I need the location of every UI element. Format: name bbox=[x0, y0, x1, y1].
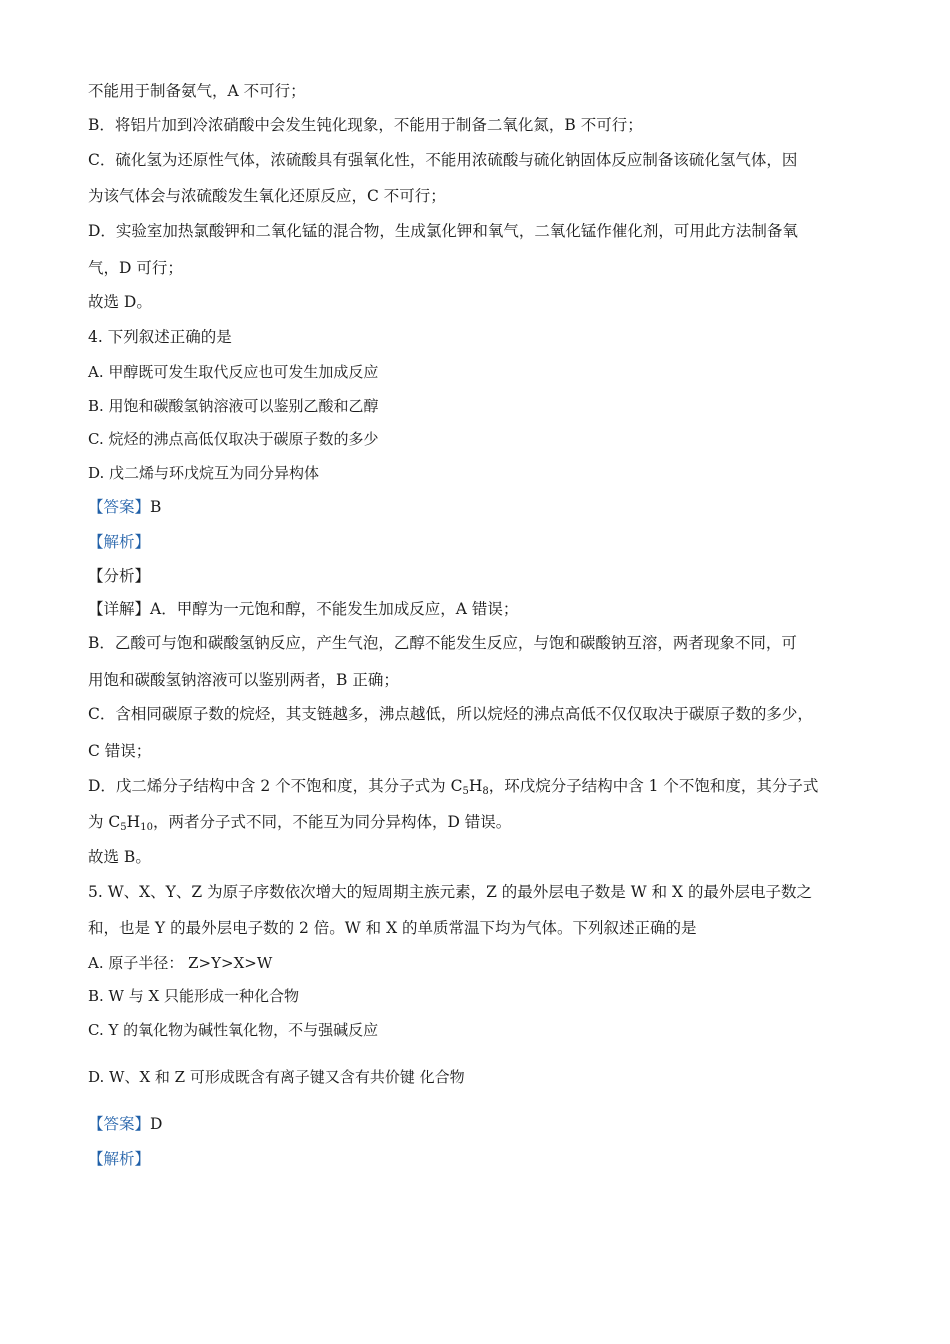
text-run: H bbox=[468, 777, 483, 795]
text-run: H bbox=[126, 813, 141, 831]
formula-line bbox=[88, 776, 818, 796]
text-run: D．戊二烯分子结构中含 2 个不饱和度，其分子式为 C bbox=[88, 777, 463, 795]
answer-tag: 【答案】 bbox=[88, 1115, 151, 1133]
fenxi-tag: 【分析】 bbox=[88, 567, 151, 585]
question-4-option-d: D. 戊二烯与环戊烷互为同分异构体 bbox=[88, 464, 320, 482]
question-4-option-c: C. 烷烃的沸点高低仅取决于碳原子数的多少 bbox=[88, 430, 379, 448]
text-line: 不能用于制备氨气，A 不可行； bbox=[88, 82, 306, 100]
text-run: ，两者分子式不同，不能互为同分异构体，D 错误。 bbox=[152, 813, 512, 831]
text-run: 为 C bbox=[88, 813, 121, 831]
text-line: D．实验室加热氯酸钾和二氧化锰的混合物，生成氯化钾和氧气，二氧化锰作催化剂，可用此方法制备氧 bbox=[88, 222, 798, 240]
answer-line bbox=[88, 1114, 162, 1134]
text-line: B．将铝片加到冷浓硝酸中会发生钝化现象，不能用于制备二氧化氮，B 不可行； bbox=[88, 116, 643, 134]
subscript: 8 bbox=[482, 786, 489, 797]
text-line: B．乙酸可与饱和碳酸氢钠反应，产生气泡，乙醇不能发生反应，与饱和碳酸钠互溶，两者现象不同，可 bbox=[88, 634, 797, 652]
answer-tag: 【答案】 bbox=[88, 498, 151, 516]
question-4-option-b: B. 用饱和碳酸氢钠溶液可以鉴别乙酸和乙醇 bbox=[88, 397, 379, 415]
analysis-tag: 【解析】 bbox=[88, 1150, 151, 1168]
subscript: 5 bbox=[120, 822, 127, 833]
subscript: 10 bbox=[140, 822, 153, 833]
answer-value: D bbox=[150, 1115, 163, 1133]
question-5-option-d: D. W、X 和 Z 可形成既含有离子键又含有共价键 化合物 bbox=[88, 1068, 465, 1086]
question-5-option-c: C. Y 的氧化物为碱性氧化物，不与强碱反应 bbox=[88, 1021, 379, 1039]
question-5-option-a: A. 原子半径： Z>Y>X>W bbox=[88, 954, 273, 972]
text-line: 为该气体会与浓硫酸发生氧化还原反应，C 不可行； bbox=[88, 187, 446, 205]
answer-value: B bbox=[150, 498, 162, 516]
question-5-option-b: B. W 与 X 只能形成一种化合物 bbox=[88, 987, 299, 1005]
text-line: C 错误； bbox=[88, 742, 152, 760]
text-line: C．含相同碳原子数的烷烃，其支链越多，沸点越低，所以烷烃的沸点高低不仅仅取决于碳原子数的多少， bbox=[88, 705, 813, 723]
formula-line bbox=[88, 812, 511, 832]
question-4-stem: 4. 下列叙述正确的是 bbox=[88, 328, 232, 346]
text-line: 气，D 可行； bbox=[88, 259, 183, 277]
question-5-stem-cont: 和，也是 Y 的最外层电子数的 2 倍。W 和 X 的单质常温下均为气体。下列叙述正确的是 bbox=[88, 919, 697, 937]
text-line: C．硫化氢为还原性气体，浓硫酸具有强氧化性，不能用浓硫酸与硫化钠固体反应制备该硫化氢气体，因 bbox=[88, 151, 798, 169]
question-4-option-a: A. 甲醇既可发生取代反应也可发生加成反应 bbox=[88, 363, 379, 381]
analysis-tag: 【解析】 bbox=[88, 533, 151, 551]
answer-line bbox=[88, 497, 161, 517]
question-5-stem: 5. W、X、Y、Z 为原子序数依次增大的短周期主族元素，Z 的最外层电子数是 W 和 X 的最外层电子数之 bbox=[88, 883, 812, 901]
text-run: ，环戊烷分子结构中含 1 个不饱和度，其分子式 bbox=[488, 777, 819, 795]
text-line: 故选 D。 bbox=[88, 293, 152, 311]
subscript: 5 bbox=[462, 786, 469, 797]
conclusion-line: 故选 B。 bbox=[88, 848, 151, 866]
detail-line: 【详解】A．甲醇为一元饱和醇，不能发生加成反应，A 错误； bbox=[88, 600, 519, 618]
text-line: 用饱和碳酸氢钠溶液可以鉴别两者，B 正确； bbox=[88, 671, 399, 689]
